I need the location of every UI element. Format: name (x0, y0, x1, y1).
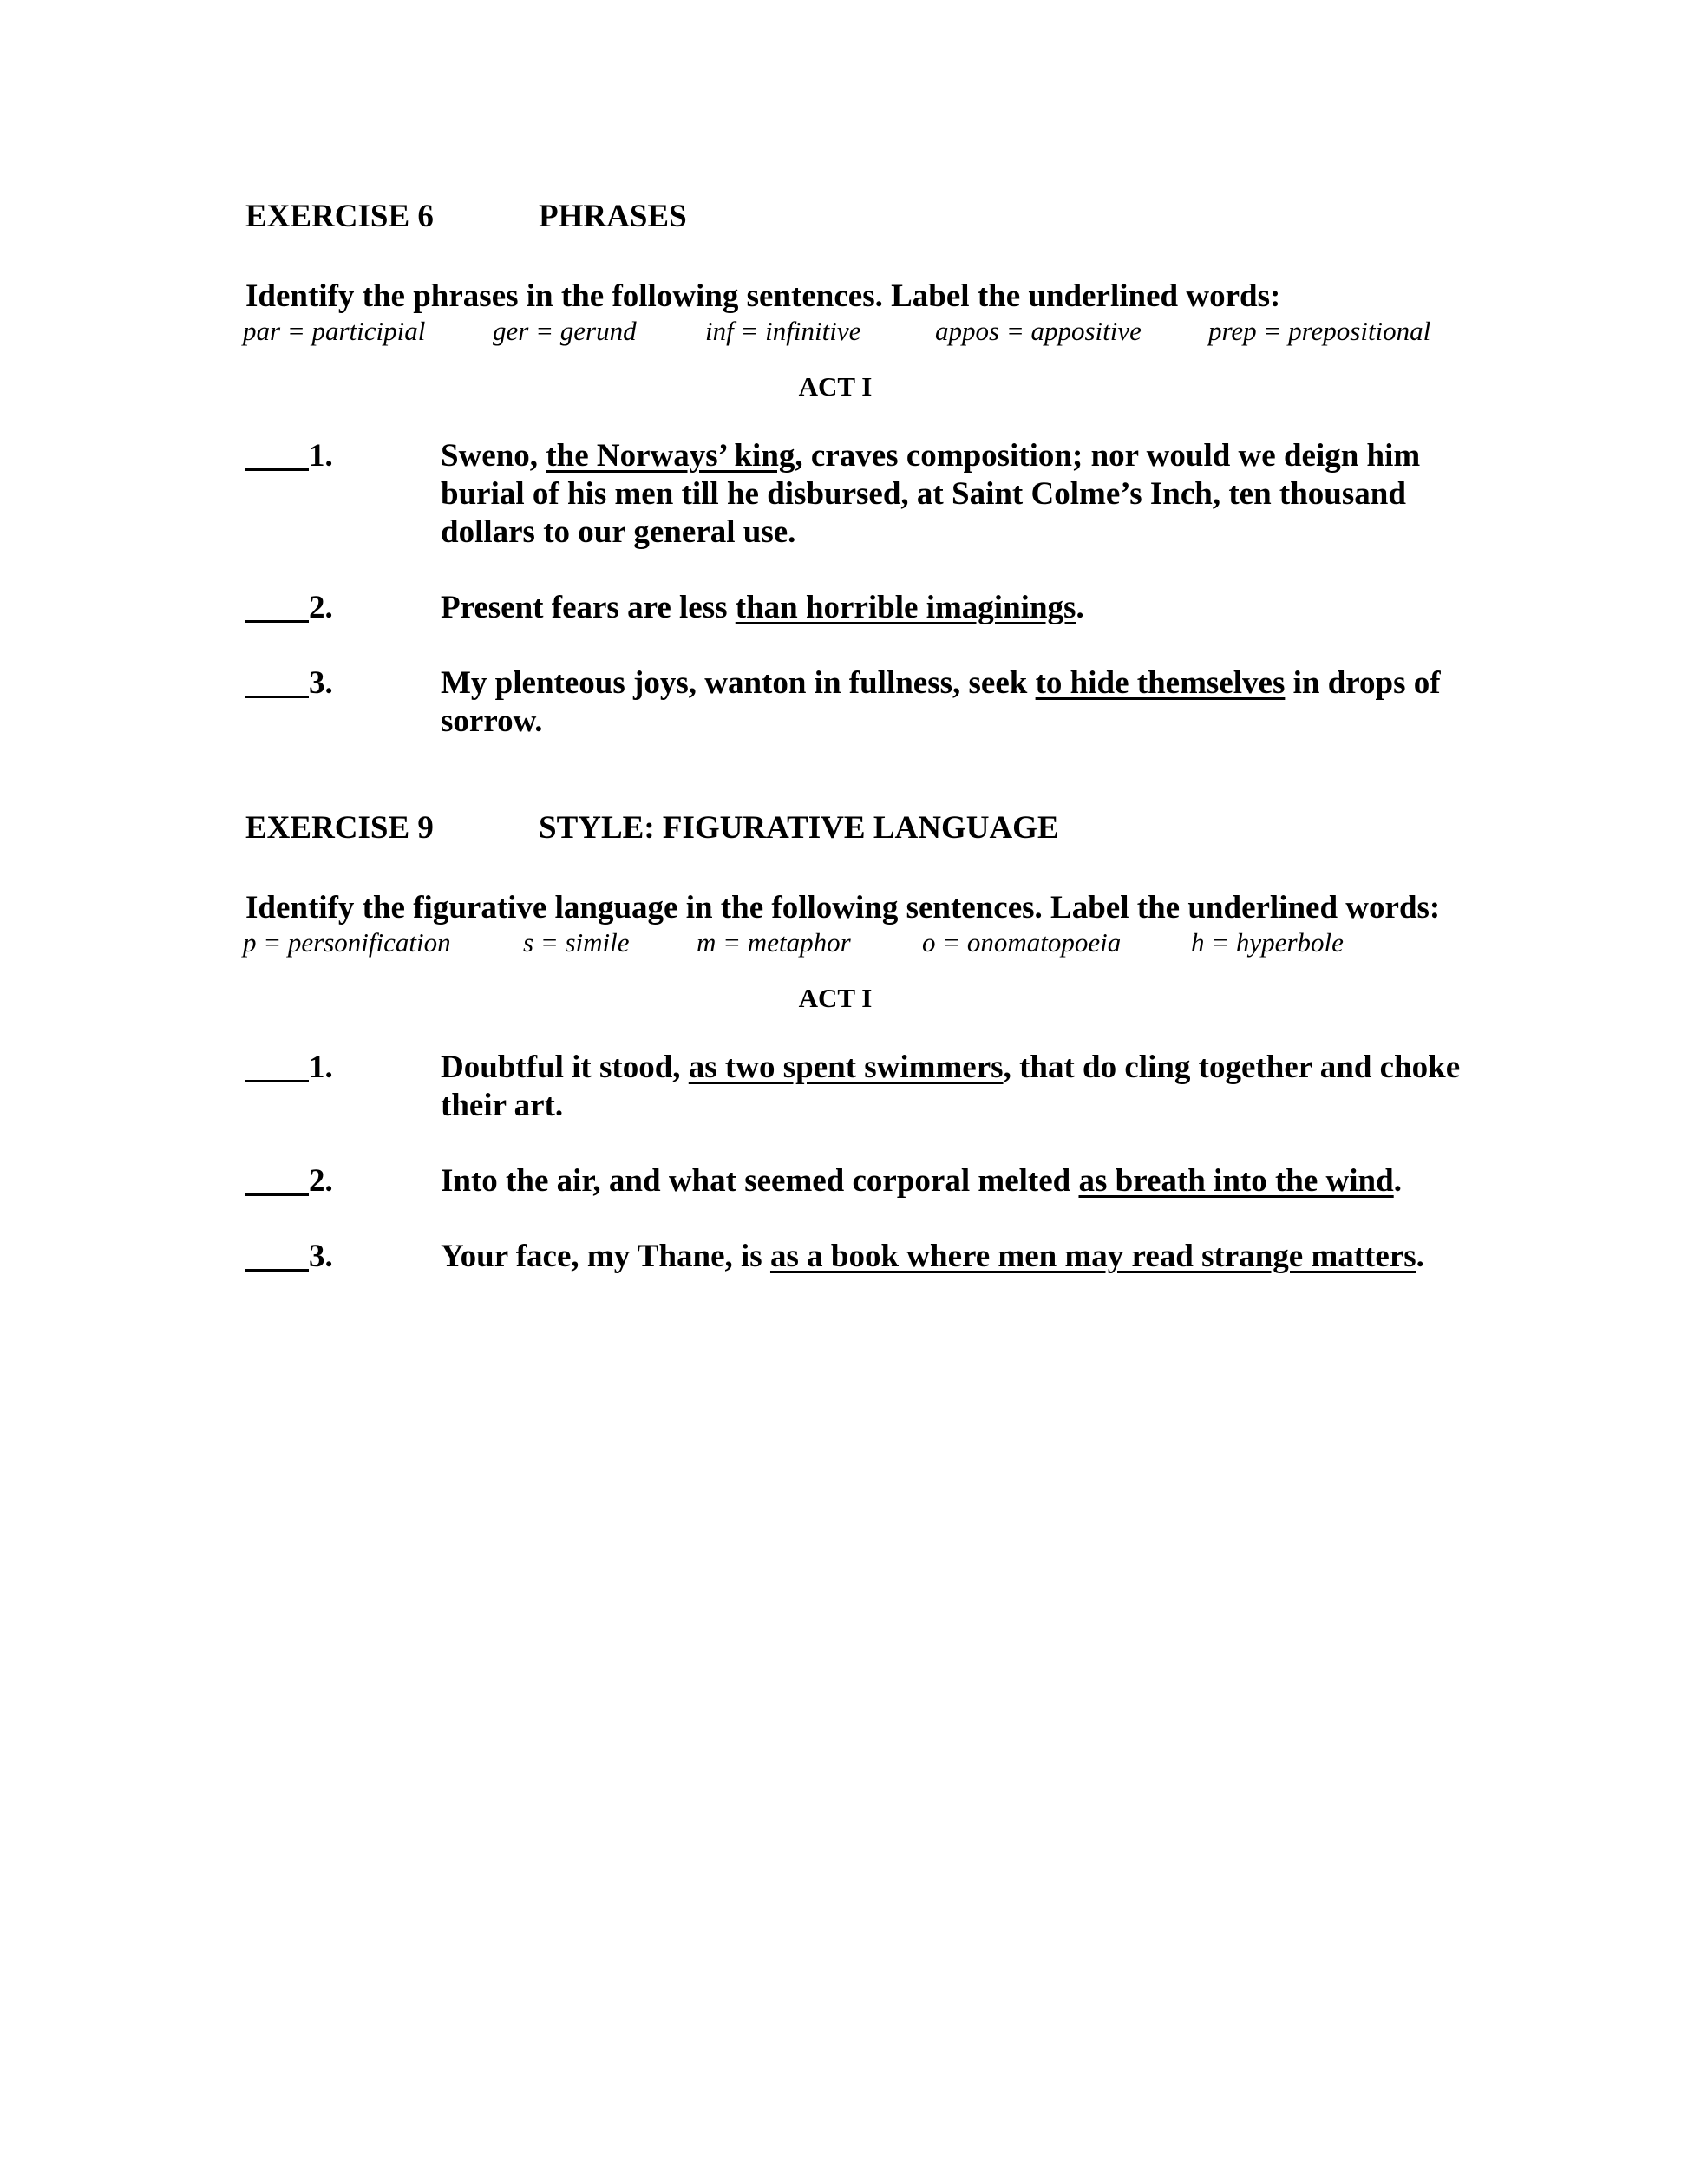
exercise-9-section (245, 809, 1512, 1313)
sentence-pre: Present fears are less (441, 590, 736, 625)
item-number: 2. (309, 1163, 333, 1199)
sentence-post: in drops of sorrow. (441, 665, 1441, 739)
sentence-text (441, 589, 1482, 627)
exercise-6-section (245, 198, 1512, 778)
sentence-pre: My plenteous joys, wanton in fullness, seek (441, 665, 1036, 701)
sentence-text (441, 1049, 1482, 1125)
answer-blank[interactable] (245, 1238, 309, 1272)
sentence-item (245, 589, 1512, 627)
sentence-item (245, 1238, 1512, 1276)
underlined-phrase: to hide themselves (1035, 665, 1286, 701)
legend-item: prep = prepositional (1208, 316, 1431, 346)
exercise-header (245, 809, 1512, 847)
sentence-item (245, 437, 1512, 552)
sentence-pre: Your face, my Thane, is (441, 1239, 770, 1274)
answer-blank[interactable] (245, 1162, 309, 1196)
exercise-instructions: Identify the phrases in the following sentences. Label the underlined words: (245, 278, 1281, 314)
sentence-pre: Sweno, (441, 438, 546, 474)
exercise-number: EXERCISE 9 (245, 810, 434, 846)
act-heading: ACT I (798, 371, 873, 402)
act-heading: ACT I (798, 983, 873, 1013)
sentence-post: . (1393, 1163, 1402, 1199)
legend-item: par = participial (243, 316, 426, 346)
underlined-phrase: the Norways’ king (546, 438, 795, 474)
label-legend (245, 927, 1512, 958)
legend-item: o = onomatopoeia (922, 927, 1122, 958)
legend-item: inf = infinitive (705, 316, 861, 346)
exercise-topic: STYLE: FIGURATIVE LANGUAGE (539, 810, 1059, 846)
sentence-post: , that do cling together and choke their art. (441, 1049, 1461, 1123)
sentence-list (245, 1049, 1512, 1276)
sentence-text (441, 1238, 1534, 1276)
item-number: 1. (309, 1049, 333, 1085)
underlined-phrase: as a book where men may read strange matters (769, 1239, 1416, 1274)
sentence-pre: Doubtful it stood, (441, 1049, 689, 1085)
exercise-header (245, 198, 1512, 236)
sentence-text (441, 1162, 1482, 1200)
legend-item: s = simile (523, 927, 630, 958)
answer-blank[interactable] (245, 664, 309, 698)
legend-item: ger = gerund (493, 316, 637, 346)
answer-blank[interactable] (245, 437, 309, 471)
exercise-number: EXERCISE 6 (245, 199, 434, 234)
item-number: 1. (309, 438, 333, 474)
item-number: 3. (309, 1239, 333, 1274)
sentence-item (245, 1162, 1512, 1200)
label-legend (245, 316, 1512, 347)
legend-item: h = hyperbole (1191, 927, 1344, 958)
sentence-pre: Into the air, and what seemed corporal melted (441, 1163, 1079, 1199)
legend-item: m = metaphor (697, 927, 851, 958)
underlined-phrase: as breath into the wind (1078, 1163, 1394, 1199)
sentence-item (245, 1049, 1512, 1125)
exercise-instructions: Identify the figurative language in the following sentences. Label the underlined words: (245, 890, 1441, 925)
sentence-item (245, 664, 1512, 741)
underlined-phrase: as two spent swimmers (688, 1049, 1004, 1085)
sentence-post: , craves composition; nor would we deign him burial of his men till he disbursed, at Saint Colme’s Inch, ten thousand dollars to our general use. (441, 438, 1421, 550)
sentence-text (441, 437, 1482, 552)
item-number: 3. (309, 665, 333, 701)
sentence-post: . (1076, 590, 1084, 625)
sentence-list (245, 437, 1512, 741)
legend-item: p = personification (243, 927, 451, 958)
exercise-topic: PHRASES (539, 199, 687, 234)
underlined-phrase: than horrible imaginings (735, 590, 1076, 625)
answer-blank[interactable] (245, 589, 309, 623)
legend-item: appos = appositive (935, 316, 1142, 346)
answer-blank[interactable] (245, 1049, 309, 1082)
sentence-text (441, 664, 1482, 741)
sentence-post: . (1416, 1239, 1424, 1274)
item-number: 2. (309, 590, 333, 625)
